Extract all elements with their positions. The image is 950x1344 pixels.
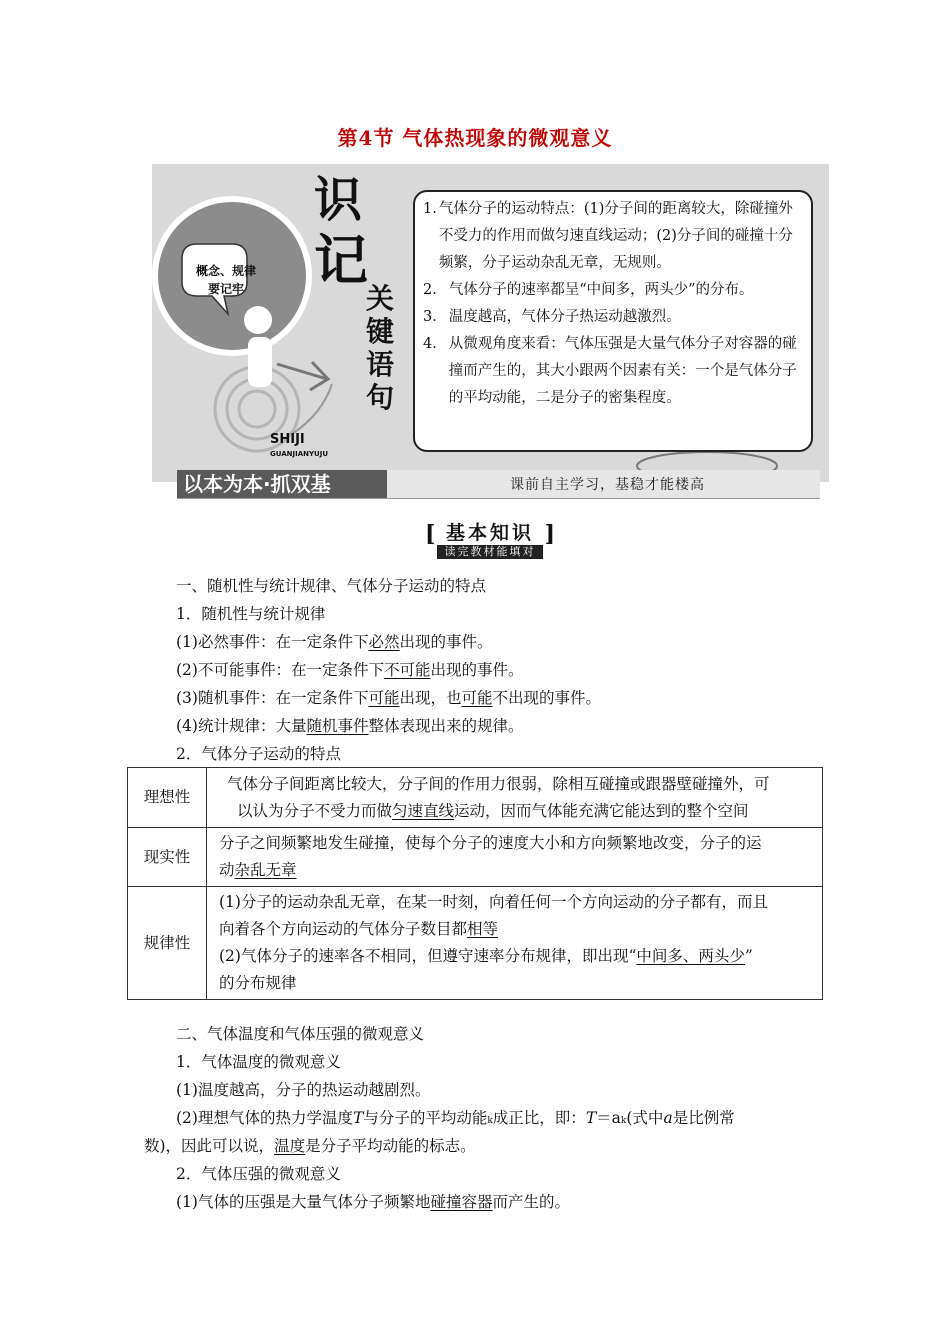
- gas-molecule-features-table: [127, 767, 823, 1000]
- part1-heading: 一、随机性与统计规律、气体分子运动的特点: [176, 577, 487, 595]
- strip-right-label: 课前自主学习，基稳才能楼高: [510, 477, 705, 493]
- temperature-line2: (2)理想气体的热力学温度T与分子的平均动能k成正比，即：T＝ak(式中a是比例常: [176, 1109, 735, 1127]
- item-random-event: (3)随机事件：在一定条件下可能出现，也可能不出现的事件。: [176, 689, 602, 707]
- table-row: 理想性 气体分子间距离比较大，分子间的作用力很弱，除相互碰撞或跟器壁碰撞外，可 以认为分子不受力而做匀速直线运动，因而气体能充满它能达到的整个空间: [128, 768, 823, 828]
- banner-char-ju: 句: [366, 381, 395, 414]
- row-head-regular: 规律性: [128, 887, 207, 1000]
- item-impossible-event: (2)不可能事件：在一定条件下不可能出现的事件。: [176, 661, 524, 679]
- bubble-text-line2: 要记牢: [207, 282, 244, 296]
- badge-main-text: 基本知识: [445, 522, 534, 544]
- banner-char-ji: 记: [314, 229, 368, 292]
- key-point-1: 1. 气体分子的运动特点：(1)分子间的距离较大，除碰撞外不受力的作用而做匀速直线运动；(2)分子间的碰撞十分频繁，分子运动杂乱无章，无规则。: [423, 201, 793, 271]
- strip-left-label: 以本为本·抓双基: [177, 470, 387, 498]
- part2-sub2: 2．气体压强的微观意义: [176, 1165, 341, 1183]
- temperature-line1: (1)温度越高，分子的热运动越剧烈。: [176, 1081, 431, 1099]
- item-statistical-law: (4)统计规律：大量随机事件整体表现出来的规律。: [176, 717, 524, 735]
- banner-pinyin: GUANJIANYUJU: [270, 450, 329, 458]
- key-point-4: 4． 从微观角度来看：气体压强是大量气体分子对容器的碰撞而产生的，其大小跟两个因素有关：一个是气体分子的平均动能，二是分子的密集程度。: [423, 336, 797, 406]
- table-row: 规律性 (1)分子的运动杂乱无章，在某一时刻，向着任何一个方向运动的分子都有，而且 向着各个方向运动的气体分子数目都相等 (2)气体分子的速率各不相同，但遵守速率分布规律，即出现“中间多、两头少” 的分布规律: [128, 887, 823, 1000]
- part1-sub2: 2．气体分子运动的特点: [176, 745, 341, 763]
- temperature-line3: 数)，因此可以说，温度是分子平均动能的标志。: [144, 1137, 476, 1155]
- basic-knowledge-badge: [ 基本知识 读完教材能填对 ]: [425, 521, 555, 558]
- key-point-2: 2． 气体分子的速率都呈“中间多，两头少”的分布。: [423, 282, 754, 298]
- part2-heading: 二、气体温度和气体压强的微观意义: [176, 1025, 425, 1043]
- banner-char-guan: 关: [366, 282, 395, 315]
- banner-char-yu: 语: [366, 348, 395, 381]
- page-title: 第4节 气体热现象的微观意义: [337, 126, 613, 150]
- part2-sub1: 1．气体温度的微观意义: [176, 1053, 341, 1071]
- badge-sub-text: 读完教材能填对: [437, 545, 543, 559]
- part1-sub1: 1．随机性与统计规律: [176, 605, 326, 623]
- key-point-3: 3． 温度越高，气体分子热运动越激烈。: [423, 309, 681, 325]
- table-row: 现实性 分子之间频繁地发生碰撞，使每个分子的速度大小和方向频繁地改变，分子的运 动杂乱无章: [128, 828, 823, 887]
- pressure-line1: (1)气体的压强是大量气体分子频繁地碰撞容器而产生的。: [176, 1193, 570, 1211]
- key-points-box: [413, 190, 813, 452]
- item-inevitable-event: (1)必然事件：在一定条件下必然出现的事件。: [176, 633, 493, 651]
- row-head-real: 现实性: [128, 828, 207, 887]
- banner-char-jian: 键: [366, 315, 395, 348]
- banner-char-shi: 识: [314, 172, 363, 228]
- row-head-ideal: 理想性: [128, 768, 207, 828]
- bubble-text-line1: 概念、规律: [196, 264, 257, 278]
- banner-shiji: SHIJI: [270, 432, 305, 447]
